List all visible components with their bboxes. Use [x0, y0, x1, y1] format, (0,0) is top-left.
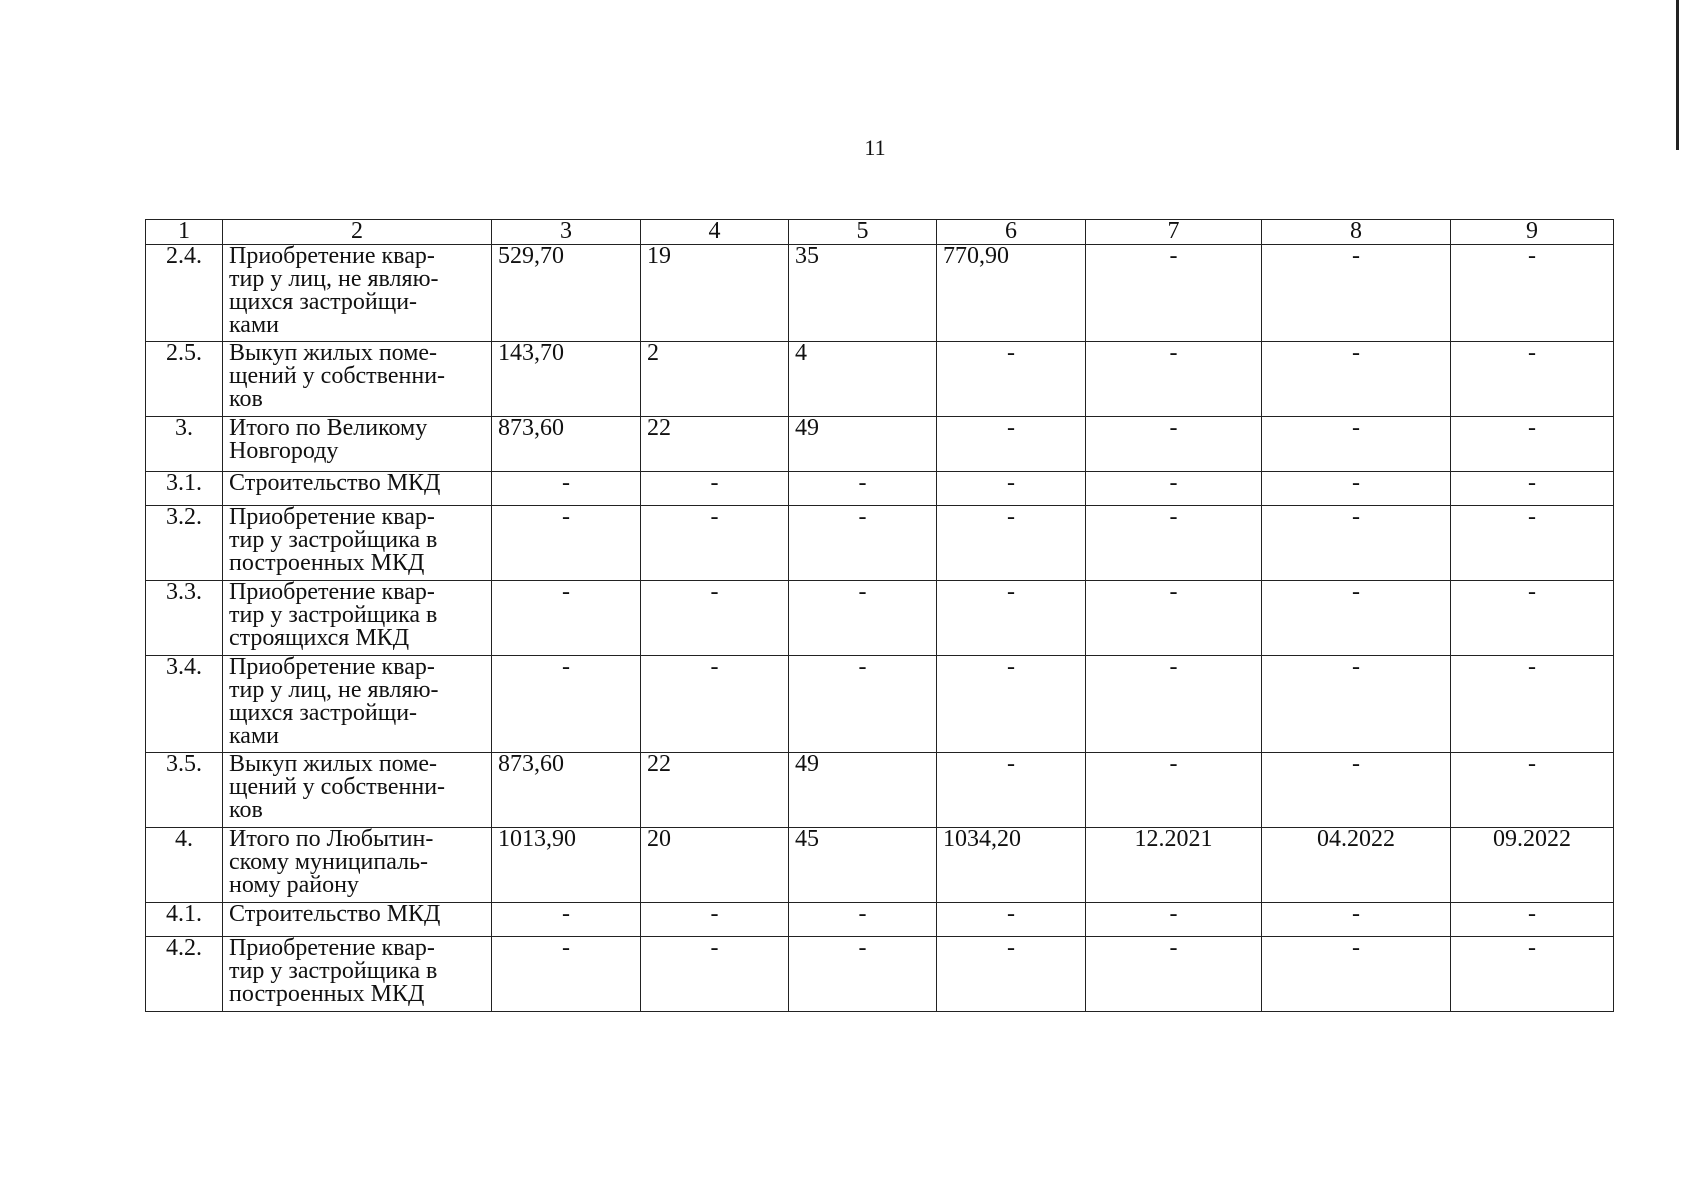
value-cell-6: - [937, 581, 1086, 656]
value-cell-9: - [1451, 753, 1614, 828]
value-cell-6: - [937, 506, 1086, 581]
value-cell-3: - [492, 581, 641, 656]
value-cell-4: 2 [641, 342, 789, 417]
value-cell-8: - [1262, 656, 1451, 753]
value-cell-4: - [641, 581, 789, 656]
table-row [146, 417, 1614, 472]
value-cell-8: - [1262, 506, 1451, 581]
row-name-cell: Приобретение квар- тир у лиц, не являю- щихся застройщи- ками [223, 245, 492, 342]
value-cell-4: - [641, 656, 789, 753]
value-cell-9: - [1451, 656, 1614, 753]
value-cell-9: 09.2022 [1451, 828, 1614, 903]
header-cell-1: 1 [146, 220, 223, 245]
row-number-cell: 4. [146, 828, 223, 903]
table-row [146, 472, 1614, 506]
value-cell-4: - [641, 472, 789, 506]
value-cell-6: 770,90 [937, 245, 1086, 342]
row-name-cell: Итого по Любытин- скому муниципаль- ному району [223, 828, 492, 903]
value-cell-5: - [789, 903, 937, 937]
value-cell-9: - [1451, 417, 1614, 472]
value-cell-5: - [789, 472, 937, 506]
value-cell-6: - [937, 342, 1086, 417]
table-row [146, 506, 1614, 581]
value-cell-7: - [1086, 903, 1262, 937]
scan-edge-line [1676, 0, 1679, 150]
table-row [146, 342, 1614, 417]
row-number-cell: 4.2. [146, 937, 223, 1012]
value-cell-5: 49 [789, 417, 937, 472]
value-cell-6: - [937, 903, 1086, 937]
table-row [146, 581, 1614, 656]
value-cell-9: - [1451, 937, 1614, 1012]
row-name-cell: Приобретение квар- тир у застройщика в построенных МКД [223, 937, 492, 1012]
row-number-cell: 3.2. [146, 506, 223, 581]
row-name-cell: Строительство МКД [223, 903, 492, 937]
value-cell-8: - [1262, 581, 1451, 656]
header-cell-7: 7 [1086, 220, 1262, 245]
data-table [145, 219, 1614, 1012]
value-cell-7: - [1086, 581, 1262, 656]
value-cell-6: - [937, 472, 1086, 506]
row-number-cell: 3.4. [146, 656, 223, 753]
table-row [146, 937, 1614, 1012]
value-cell-7: 12.2021 [1086, 828, 1262, 903]
value-cell-4: - [641, 937, 789, 1012]
row-number-cell: 4.1. [146, 903, 223, 937]
table-row [146, 903, 1614, 937]
header-cell-3: 3 [492, 220, 641, 245]
header-row [146, 220, 1614, 245]
value-cell-9: - [1451, 581, 1614, 656]
value-cell-8: - [1262, 245, 1451, 342]
row-name-cell: Приобретение квар- тир у застройщика в построенных МКД [223, 506, 492, 581]
value-cell-9: - [1451, 472, 1614, 506]
value-cell-5: - [789, 506, 937, 581]
table-row [146, 753, 1614, 828]
value-cell-7: - [1086, 937, 1262, 1012]
row-name-cell: Выкуп жилых поме- щений у собственни- ков [223, 753, 492, 828]
row-number-cell: 3. [146, 417, 223, 472]
row-name-cell: Приобретение квар- тир у лиц, не являю- щихся застройщи- ками [223, 656, 492, 753]
value-cell-6: - [937, 417, 1086, 472]
row-name-cell: Приобретение квар- тир у застройщика в строящихся МКД [223, 581, 492, 656]
value-cell-5: 49 [789, 753, 937, 828]
page-number: 11 [864, 135, 886, 160]
value-cell-7: - [1086, 342, 1262, 417]
value-cell-4: 22 [641, 753, 789, 828]
value-cell-3: 529,70 [492, 245, 641, 342]
value-cell-6: - [937, 937, 1086, 1012]
value-cell-5: 4 [789, 342, 937, 417]
row-number-cell: 2.4. [146, 245, 223, 342]
value-cell-7: - [1086, 245, 1262, 342]
row-number-cell: 2.5. [146, 342, 223, 417]
value-cell-7: - [1086, 656, 1262, 753]
header-cell-8: 8 [1262, 220, 1451, 245]
value-cell-6: - [937, 753, 1086, 828]
value-cell-7: - [1086, 753, 1262, 828]
row-number-cell: 3.5. [146, 753, 223, 828]
value-cell-9: - [1451, 245, 1614, 342]
value-cell-8: - [1262, 417, 1451, 472]
table-row [146, 245, 1614, 342]
value-cell-5: 45 [789, 828, 937, 903]
value-cell-8: - [1262, 342, 1451, 417]
row-name-cell: Строительство МКД [223, 472, 492, 506]
header-cell-2: 2 [223, 220, 492, 245]
row-number-cell: 3.1. [146, 472, 223, 506]
header-cell-6: 6 [937, 220, 1086, 245]
value-cell-3: - [492, 472, 641, 506]
table-row [146, 828, 1614, 903]
table-body [146, 220, 1614, 1012]
value-cell-4: 19 [641, 245, 789, 342]
value-cell-4: - [641, 903, 789, 937]
value-cell-3: - [492, 903, 641, 937]
value-cell-5: - [789, 656, 937, 753]
value-cell-4: - [641, 506, 789, 581]
value-cell-8: - [1262, 937, 1451, 1012]
value-cell-3: 1013,90 [492, 828, 641, 903]
header-cell-4: 4 [641, 220, 789, 245]
table-row [146, 656, 1614, 753]
row-number-cell: 3.3. [146, 581, 223, 656]
value-cell-7: - [1086, 472, 1262, 506]
value-cell-9: - [1451, 903, 1614, 937]
header-cell-9: 9 [1451, 220, 1614, 245]
value-cell-8: 04.2022 [1262, 828, 1451, 903]
value-cell-6: 1034,20 [937, 828, 1086, 903]
value-cell-3: 143,70 [492, 342, 641, 417]
value-cell-4: 22 [641, 417, 789, 472]
value-cell-8: - [1262, 903, 1451, 937]
value-cell-3: - [492, 656, 641, 753]
value-cell-9: - [1451, 506, 1614, 581]
value-cell-3: 873,60 [492, 417, 641, 472]
value-cell-6: - [937, 656, 1086, 753]
value-cell-3: - [492, 506, 641, 581]
row-name-cell: Итого по Великому Новгороду [223, 417, 492, 472]
value-cell-7: - [1086, 506, 1262, 581]
value-cell-5: - [789, 581, 937, 656]
value-cell-5: - [789, 937, 937, 1012]
value-cell-5: 35 [789, 245, 937, 342]
value-cell-3: - [492, 937, 641, 1012]
value-cell-9: - [1451, 342, 1614, 417]
value-cell-3: 873,60 [492, 753, 641, 828]
row-name-cell: Выкуп жилых поме- щений у собственни- ков [223, 342, 492, 417]
header-cell-5: 5 [789, 220, 937, 245]
value-cell-8: - [1262, 472, 1451, 506]
value-cell-8: - [1262, 753, 1451, 828]
value-cell-4: 20 [641, 828, 789, 903]
value-cell-7: - [1086, 417, 1262, 472]
